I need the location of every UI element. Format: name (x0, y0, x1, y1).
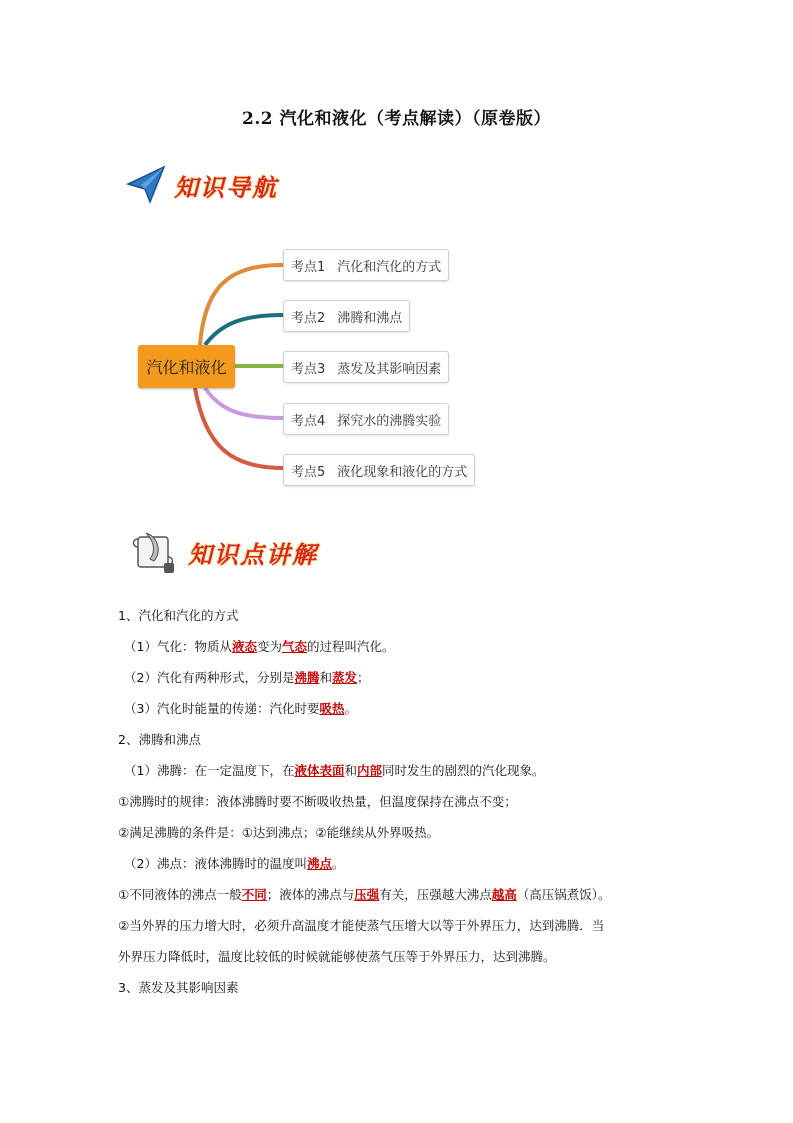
node-label: 汽化和汽化的方式 (337, 259, 442, 275)
node-label: 沸腾和沸点 (337, 310, 403, 326)
paragraph-line: （3）汽化时能量的传递：汽化时要吸热。 (124, 701, 357, 716)
mindmap-node-4 (283, 403, 449, 435)
paragraph-line: （1）气化：物质从液态变为气态的过程叫汽化。 (124, 639, 395, 654)
branch-4 (205, 388, 283, 418)
keyword: 沸腾 (294, 670, 320, 685)
nav-heading-text: 知识导航 (174, 172, 278, 202)
paragraph-line: 外界压力降低时，温度比较低的时候就能够使蒸气压等于外界压力，达到沸腾。 (118, 949, 556, 964)
keyword: 气态 (282, 639, 308, 654)
keyword: 蒸发 (332, 670, 358, 685)
branch-2 (205, 315, 283, 345)
keyword: 压强 (354, 887, 380, 902)
page-title: 2.2 汽化和液化（考点解读）（原卷版） (242, 109, 551, 129)
node-number: 考点5 (291, 464, 326, 480)
paragraph-line: ②满足沸腾的条件是：①达到沸点；②能继续从外界吸热。 (118, 825, 440, 840)
scroll-quill-icon (128, 525, 182, 579)
node-label: 探究水的沸腾实验 (337, 413, 442, 429)
mindmap-node-3 (283, 351, 449, 383)
paragraph-line: （2）沸点：液体沸腾时的温度叫沸点。 (124, 856, 345, 871)
node-label: 蒸发及其影响因素 (337, 361, 442, 377)
paragraph-line: ②当外界的压力增大时，必须升高温度才能使蒸气压增大以等于外界压力，达到沸腾．当 (118, 918, 605, 933)
node-number: 考点3 (291, 361, 326, 377)
keyword: 沸点 (306, 856, 332, 871)
paragraph-line: ①沸腾时的规律：液体沸腾时要不断吸收热量，但温度保持在沸点不变； (118, 794, 517, 809)
branch-1 (200, 265, 283, 345)
knowledge-heading (128, 522, 318, 582)
node-number: 考点1 (291, 259, 326, 275)
node-number: 考点2 (291, 310, 326, 326)
section-heading-2: 2、沸腾和沸点 (118, 732, 201, 747)
paragraph-line: （2）汽化有两种形式，分别是沸腾和蒸发； (124, 670, 370, 685)
content-body (118, 600, 678, 1003)
keyword: 液体表面 (294, 763, 345, 778)
paper-plane-icon (126, 164, 168, 206)
node-number: 考点4 (291, 413, 326, 429)
keyword: 越高 (491, 887, 517, 902)
paragraph-line: （1）沸腾：在一定温度下，在液体表面和内部同时发生的剧烈的汽化现象。 (124, 763, 545, 778)
branch-5 (195, 388, 283, 468)
keyword: 液态 (231, 639, 257, 654)
mindmap-node-2 (283, 300, 410, 332)
mindmap-node-5 (283, 454, 475, 486)
mindmap-center: 汽化和液化 (138, 345, 235, 388)
node-label: 液化现象和液化的方式 (337, 464, 468, 480)
paragraph-line: ①不同液体的沸点一般不同；液体的沸点与压强有关，压强越大沸点越高（高压锅煮饭）。 (118, 887, 611, 902)
keyword: 不同 (241, 887, 267, 902)
keyword: 内部 (357, 763, 383, 778)
keyword: 吸热 (319, 701, 345, 716)
section-heading-1: 1、汽化和汽化的方式 (118, 608, 239, 623)
knowledge-heading-text: 知识点讲解 (188, 539, 318, 569)
mindmap-node-1 (283, 249, 449, 281)
section-heading-3: 3、蒸发及其影响因素 (118, 980, 239, 995)
nav-heading (126, 160, 278, 210)
